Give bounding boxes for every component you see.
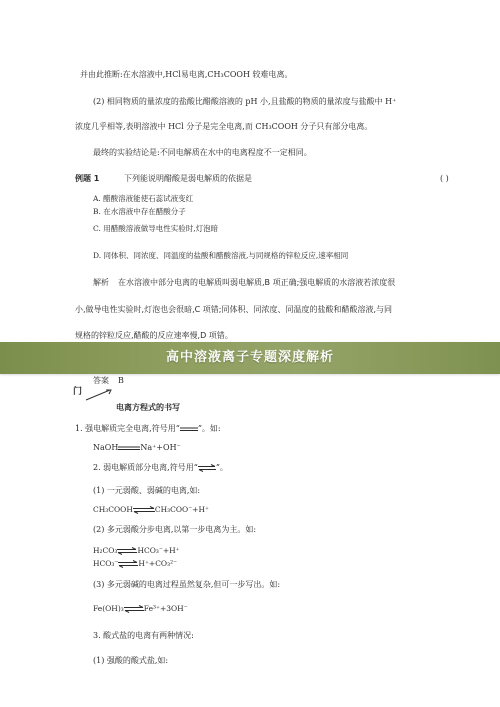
- section-heading: 电离方程式的书写: [116, 403, 180, 412]
- rule-2-3: (3) 多元弱碱的电离过程虽然复杂,但可一步写出。如:: [93, 580, 281, 589]
- answer-paren: ( ): [440, 174, 449, 183]
- rule-2-2: (2) 多元弱酸分步电离,以第一步电离为主。如:: [93, 525, 257, 534]
- rule-2-prefix: 2. 弱电解质部分电离,符号用“: [93, 463, 198, 472]
- rule-2-suffix: ”。: [215, 463, 228, 472]
- section-marker: 门: [73, 387, 83, 397]
- rule-1-text: [75, 424, 221, 434]
- option-d: D. 同体积、同浓度、同温度的盐酸和醋酸溶液,与同规格的锌粒反应,速率相同: [93, 251, 349, 260]
- rule-2-text: [93, 463, 228, 473]
- reversible-arrow-icon: [198, 464, 216, 472]
- arrow-icon: [84, 388, 114, 402]
- equation-carbonic-2: [93, 559, 177, 569]
- equation-carbonic-1: [93, 546, 180, 556]
- eq-carbonic1-right: HCO₃⁻+H⁺: [137, 546, 180, 555]
- equation-acetic: [93, 505, 209, 515]
- analysis-text-1: 在水溶液中部分电离的电解质叫弱电解质,B 项正确;强电解质的水溶液若浓度很: [118, 278, 396, 287]
- analysis-text-3: 规格的锌粒反应,醋酸的反应速率慢,D 项错。: [75, 331, 233, 340]
- rule-2-1: (1) 一元弱酸、弱碱的电离,如:: [93, 486, 201, 495]
- example-label: 例题 1: [75, 174, 100, 183]
- analysis-text-2: 小,做导电性实验时,灯泡也会很暗,C 项错;同体积、同浓度、同温度的盐酸和醋酸溶液,与同: [75, 305, 392, 314]
- eq-naoh-right: Na⁺+OH⁻: [140, 443, 181, 452]
- rule-1-prefix: 1. 强电解质完全电离,符号用“: [75, 424, 180, 433]
- text-line-2: (2) 相同物质的量浓度的盐酸比醋酸溶液的 pH 小,且盐酸的物质的量浓度与盐酸中 H⁺: [93, 97, 397, 106]
- reversible-arrow-icon: [117, 547, 137, 555]
- reversible-arrow-icon: [118, 560, 138, 568]
- rule-1-suffix: ”。如:: [197, 424, 221, 433]
- equation-naoh: [93, 443, 181, 453]
- eq-acetic-right: CH₃COO⁻+H⁺: [154, 505, 209, 514]
- reversible-arrow-icon: [124, 605, 144, 613]
- answer-value: B: [118, 376, 124, 385]
- rule-3-1: (1) 强酸的酸式盐,如:: [93, 656, 169, 665]
- text-line-3: 浓度几乎相等,表明溶液中 HCl 分子是完全电离,而 CH₃COOH 分子只有部分电离。: [75, 122, 373, 131]
- eq-ferric-right: Fe³⁺+3OH⁻: [143, 604, 188, 613]
- eq-carbonic2-left: HCO₃⁻: [93, 559, 119, 568]
- rule-3: 3. 酸式盐的电离有两种情况:: [93, 631, 194, 640]
- question-text: 下列能说明醋酸是弱电解质的依据是: [124, 174, 252, 183]
- option-c: C. 用醋酸溶液做导电性实验时,灯泡暗: [93, 224, 219, 233]
- eq-naoh-left: NaOH: [93, 443, 119, 452]
- option-b: B. 在水溶液中存在醋酸分子: [93, 207, 186, 216]
- title-banner: [0, 342, 500, 374]
- equals-arrow-icon: [180, 426, 198, 432]
- answer-label: 答案: [93, 376, 109, 385]
- equals-arrow-icon: [118, 445, 140, 451]
- eq-acetic-left: CH₃COOH: [93, 505, 133, 514]
- text-line-4: 最终的实验结论是:不同电解质在水中的电离程度不一定相同。: [93, 148, 312, 157]
- text-line-1: 并由此推断:在水溶液中,HCl易电离,CH₃COOH 较难电离。: [80, 70, 293, 79]
- banner-title: 高中溶液离子专题深度解析: [165, 350, 334, 365]
- eq-ferric-left: Fe(OH)₃: [93, 604, 124, 613]
- reversible-arrow-icon: [133, 506, 155, 514]
- analysis-label: 解析: [93, 278, 109, 287]
- equation-ferric: [93, 604, 188, 614]
- option-a: A. 醋酸溶液能使石蕊试液变红: [93, 194, 194, 203]
- eq-carbonic2-right: H⁺+CO₃²⁻: [138, 559, 178, 568]
- eq-carbonic1-left: H₂CO₃: [93, 546, 118, 555]
